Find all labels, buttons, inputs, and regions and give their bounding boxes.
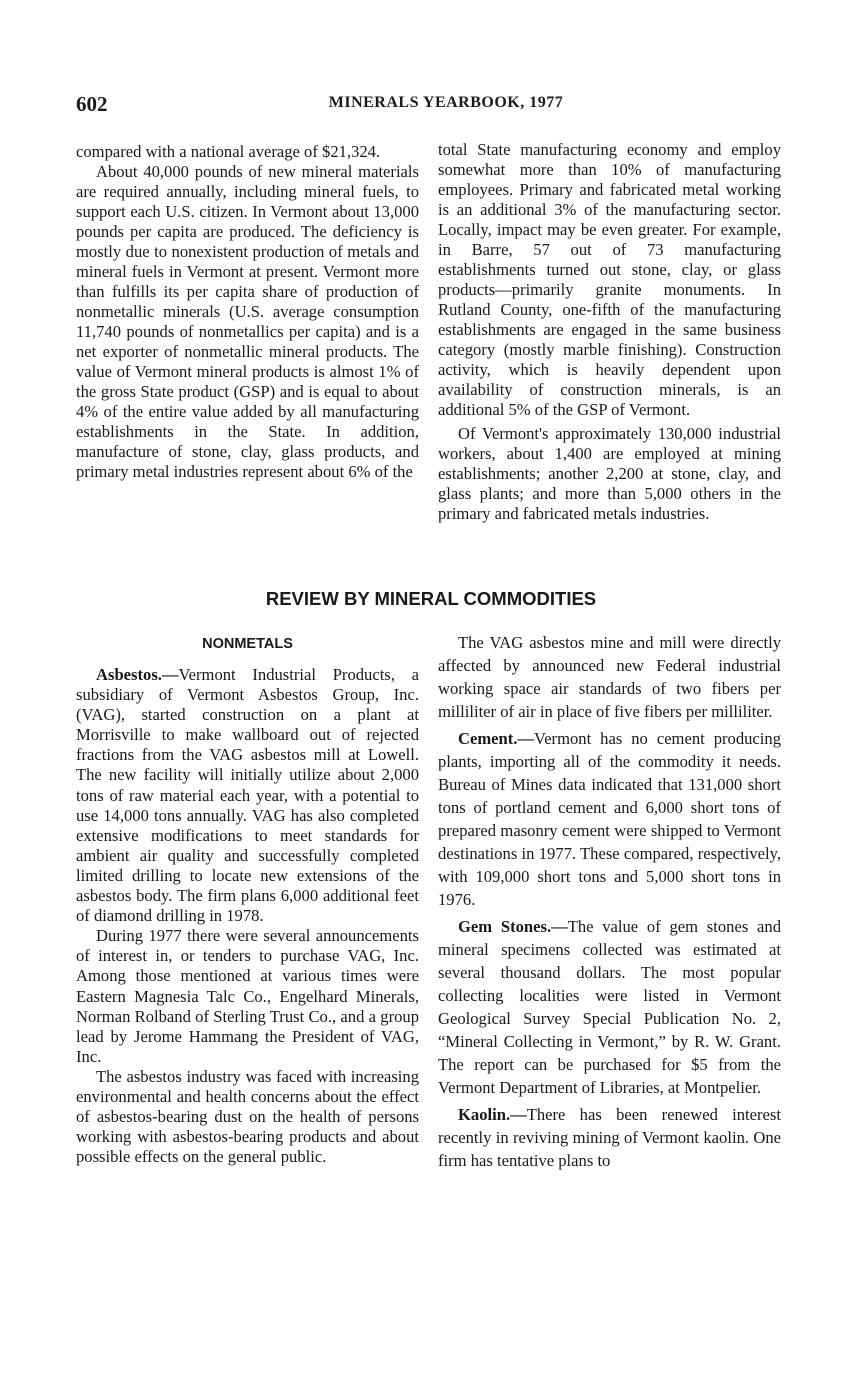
sub-heading: NONMETALS [202, 636, 293, 652]
lower-right-column [438, 631, 781, 1176]
paragraph-text: There has been renewed interest recently in reviving mining of Vermont kaolin. One firm has tentative plans to [438, 1105, 781, 1170]
section-heading: REVIEW BY MINERAL COMMODITIES [265, 588, 597, 609]
paragraph: total State manufacturing economy and employ somewhat more than 10% of manufacturing employees. Primary and fabricated metal working is an additional 3% of the manufacturing sector. Locally, impact may be even greater. For example, in Barre, 57 out of 73 manufacturing establishments turned out stone, clay, or glass products—primarily granite monuments. In Rutland County, one-fifth of the manufacturing establishments are engaged in the same business category (mostly marble finishing). Construction activity, which is heavily dependent upon availability of construction minerals, is an additional 5% of the GSP of Vermont. [438, 140, 781, 419]
paragraph: Of Vermont's approximately 130,000 industrial workers, about 1,400 are employed at mining establishments; another 2,200 at stone, clay, and glass plants; and more than 5,000 others in the primary and fabricated metals industries. [438, 424, 781, 523]
run-in-heading: Asbestos.— [96, 665, 179, 684]
paragraph: compared with a national average of $21,324. [76, 142, 381, 161]
paragraph: During 1977 there were several announcements of interest in, or tenders to purchase VAG, Inc. Among those mentioned at various times were Eastern Magnesia Talc Co., Engelhard Minerals, Norman Rolband of Sterling Trust Co., and a group lead by Jerome Hammang the President of VAG, Inc. [76, 926, 419, 1066]
top-left-column [76, 142, 419, 482]
paragraph: The VAG asbestos mine and mill were directly affected by announced new Federal industrial working space air standards of two fibers per milliliter of air in place of five fibers per milliliter. [438, 633, 781, 721]
paragraph-text: Vermont has no cement producing plants, importing all of the commodity it needs. Bureau of Mines data indicated that 131,000 short tons of portland cement and 6,000 short tons of prepared masonry cement were shipped to Vermont destinations in 1977. These compared, respectively, with 109,000 short tons and 5,000 short tons in 1976. [438, 729, 781, 909]
gem-stones-paragraph [438, 915, 781, 1099]
cement-paragraph [438, 727, 781, 911]
top-right-column [438, 140, 781, 528]
run-in-heading: Kaolin.— [458, 1105, 527, 1124]
running-title: MINERALS YEARBOOK, 1977 [328, 94, 564, 111]
run-in-heading: Gem Stones.— [458, 917, 568, 936]
asbestos-paragraph [76, 665, 419, 926]
page-header [76, 92, 786, 120]
paragraph-text: Vermont Industrial Products, a subsidiary of Vermont Asbestos Group, Inc. (VAG), started construction on a plant at Morrisville to make wallboard out of rejected fractions from the VAG asbestos mill at Lowell. The new facility will initially utilize about 2,000 tons of raw material each year, with a potential to use 14,000 tons annually. VAG has also completed extensive modifications to meet standards for ambient air quality and successfully completed limited drilling to locate new extensions of the asbestos body. The firm plans 6,000 additional feet of diamond drilling in 1978. [76, 665, 419, 926]
run-in-heading: Cement.— [458, 729, 535, 748]
lower-left-column [76, 665, 419, 1167]
page-number: 602 [76, 92, 108, 116]
paragraph: About 40,000 pounds of new mineral materials are required annually, including mineral fuels, to support each U.S. citizen. In Vermont about 13,000 pounds per capita are produced. The deficiency is mostly due to nonexistent production of metals and mineral fuels in Vermont at present. Vermont more than fulfills its per capita share of production of nonmetallic minerals (U.S. average consumption 11,740 pounds of nonmetallics per capita) and is a net exporter of nonmetallic mineral products. The value of Vermont mineral products is almost 1% of the gross State product (GSP) and is equal to about 4% of the entire value added by all manufacturing establishments in the State. In addition, manufacture of stone, clay, glass products, and primary metal industries represent about 6% of the [76, 162, 419, 481]
kaolin-paragraph [438, 1103, 781, 1172]
paragraph: The asbestos industry was faced with increasing environmental and health concerns about the effect of asbestos-bearing dust on the health of persons working with asbestos-bearing products and about possible effects on the general public. [76, 1066, 419, 1167]
paragraph-text: The value of gem stones and mineral specimens collected was estimated at several thousand dollars. The most popular collecting localities were listed in Vermont Geological Survey Special Publication No. 2, “Mineral Collecting in Vermont,” by R. W. Grant. The report can be purchased for $5 from the Vermont Department of Libraries, at Montpelier. [438, 917, 781, 1097]
